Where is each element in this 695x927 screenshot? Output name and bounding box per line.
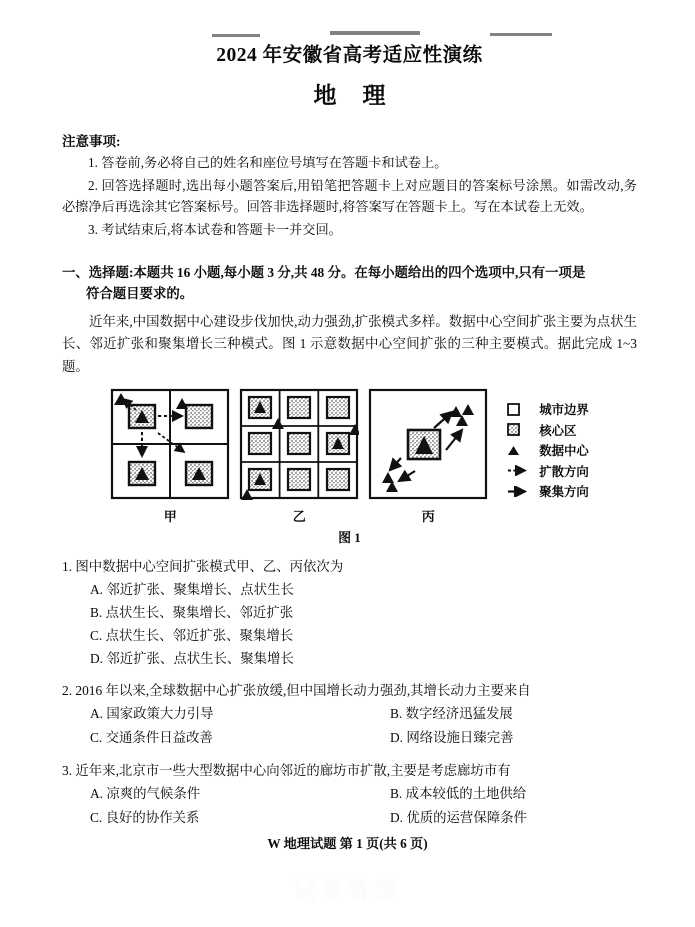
- legend-label: 数据中心: [539, 444, 589, 459]
- legend-label: 城市边界: [539, 403, 589, 418]
- page-watermark: 试卷答案: [293, 878, 402, 903]
- legend-item-city-boundary: [507, 400, 589, 418]
- exam-title: 2024 年安徽省高考适应性演练: [216, 45, 483, 66]
- figure-caption: 图 1: [338, 531, 361, 546]
- city-boundary-square-icon: [507, 403, 533, 416]
- question-1-options: [62, 578, 637, 670]
- question-2-options: [62, 702, 637, 750]
- core-zone-center: [408, 430, 440, 459]
- question-2-number: 2.: [62, 683, 73, 699]
- subject-title: 地理: [313, 83, 412, 109]
- notice-heading: 注意事项:: [62, 134, 121, 150]
- option-c[interactable]: C. 良好的协作关系: [90, 810, 200, 826]
- notice-item: 3. 考试结束后,将本试卷和答题卡一并交回。: [88, 221, 342, 237]
- dashed-arrow-icon: [507, 465, 533, 476]
- option-a[interactable]: A. 国家政策大力引导: [90, 706, 214, 722]
- figure-1: [62, 388, 637, 546]
- option-d[interactable]: D. 优质的运营保障条件: [390, 810, 527, 826]
- panel-jia-diagram: [110, 388, 230, 503]
- question-3-stem: [62, 761, 637, 782]
- figure-panel-bing: [368, 388, 488, 525]
- question-3-number: 3.: [62, 763, 73, 779]
- option-c[interactable]: C. 交通条件日益改善: [90, 730, 213, 746]
- core-zone-square-icon: [507, 423, 533, 436]
- panel-label-bing: 丙: [421, 509, 435, 525]
- option-a[interactable]: A. 凉爽的气候条件: [90, 786, 201, 802]
- figure-panels-row: [62, 388, 637, 525]
- question-1-stem: [62, 557, 637, 578]
- question-3-options: [62, 782, 637, 830]
- question-1-text: 图中数据中心空间扩张模式甲、乙、丙依次为: [75, 559, 344, 575]
- passage-intro: 近年来,中国数据中心建设步伐加快,动力强劲,扩张模式多样。数据中心空间扩张主要为点状生长、邻近扩张和聚集增长三种模式。图 1 示意数据中心空间扩张的三种主要模式。据此完成 1~3 题。: [62, 313, 637, 374]
- panel-label-jia: 甲: [163, 509, 177, 525]
- legend-item-core-zone: [507, 421, 589, 439]
- page-footer: W 地理试题 第 1 页(共 6 页): [267, 836, 428, 851]
- section-heading-continued: 符合题目要求的。: [86, 286, 194, 302]
- question-3: [62, 761, 637, 830]
- option-c[interactable]: C. 点状生长、邻近扩张、聚集增长: [90, 628, 294, 644]
- legend-label: 核心区: [539, 423, 577, 438]
- panel-bing-diagram: [368, 388, 488, 503]
- section-heading: [62, 262, 637, 305]
- option-a[interactable]: A. 邻近扩张、聚集增长、点状生长: [90, 582, 294, 598]
- panel-yi-diagram: [239, 388, 359, 503]
- option-b[interactable]: B. 数字经济迅猛发展: [390, 706, 513, 722]
- legend-label: 聚集方向: [539, 485, 589, 500]
- figure-legend: [507, 388, 589, 500]
- solid-arrow-icon: [507, 486, 533, 497]
- legend-label: 扩散方向: [539, 464, 589, 479]
- question-2-text: 2016 年以来,全球数据中心扩张放缓,但中国增长动力强劲,其增长动力主要来自: [75, 683, 531, 699]
- notice-item: 1. 答卷前,务必将自己的姓名和座位号填写在答题卡和试卷上。: [88, 155, 448, 171]
- legend-item-data-center: [507, 441, 589, 459]
- notice-item: 2. 回答选择题时,选出每小题答案后,用铅笔把答题卡上对应题目的答案标号涂黑。如需改动,务必擦净后再选涂其它答案标号。回答非选择题时,将答案写在答题卡上。写在本试卷上无效。: [62, 177, 637, 215]
- option-d[interactable]: D. 邻近扩张、点状生长、聚集增长: [90, 651, 294, 667]
- figure-panel-jia: [110, 388, 230, 525]
- core-zone-cell: [129, 405, 155, 428]
- question-2: [62, 681, 637, 750]
- option-d[interactable]: D. 网络设施日臻完善: [390, 730, 514, 746]
- option-b[interactable]: B. 点状生长、聚集增长、邻近扩张: [90, 605, 294, 621]
- data-center-triangle-icon: [507, 444, 533, 457]
- question-1-number: 1.: [62, 559, 73, 575]
- figure-panel-yi: [239, 388, 359, 525]
- legend-item-aggregation-direction: [507, 482, 589, 500]
- section-heading-main: 一、选择题:本题共 16 小题,每小题 3 分,共 48 分。在每小题给出的四个选项中,只有一项是: [62, 264, 586, 280]
- question-2-stem: [62, 681, 637, 702]
- question-3-text: 近年来,北京市一些大型数据中心向邻近的廊坊市扩散,主要是考虑廊坊市有: [75, 763, 511, 779]
- legend-item-diffusion-direction: [507, 462, 589, 480]
- question-1: [62, 557, 637, 670]
- option-b[interactable]: B. 成本较低的土地供给: [390, 786, 527, 802]
- panel-label-yi: 乙: [292, 509, 306, 525]
- notice-section: [62, 130, 637, 240]
